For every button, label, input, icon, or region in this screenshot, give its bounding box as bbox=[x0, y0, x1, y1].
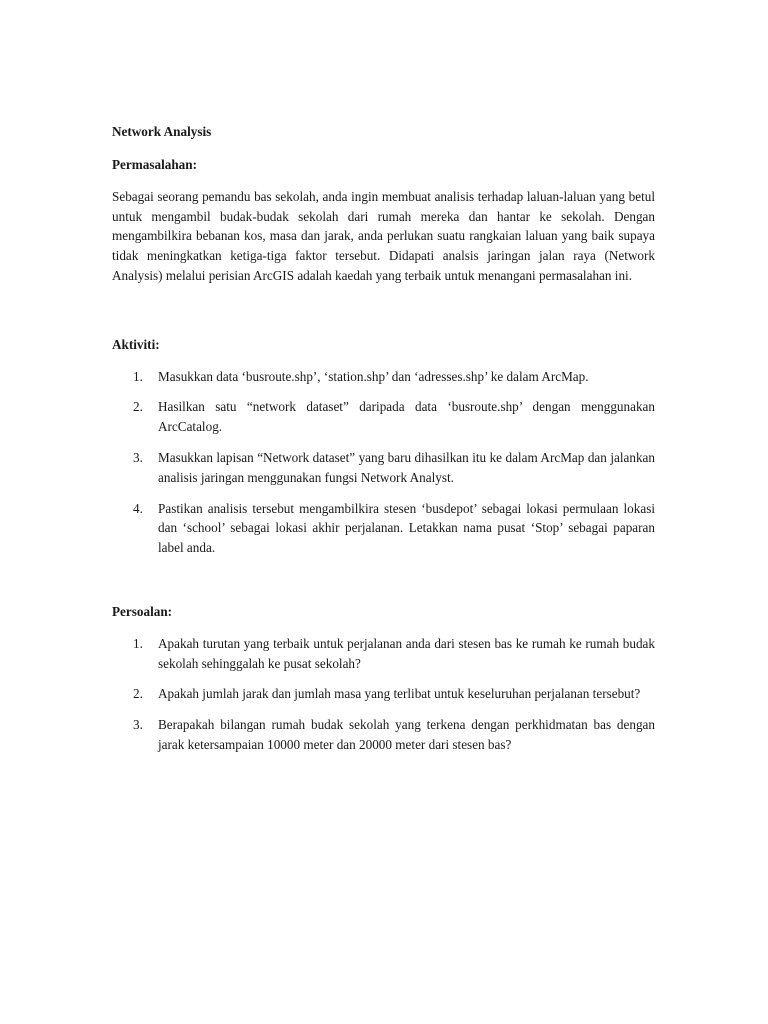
activity-item bbox=[112, 448, 655, 488]
activity-item-text: Masukkan data ‘busroute.shp’, ‘station.shp’ dan ‘adresses.shp’ ke dalam ArcMap. bbox=[158, 368, 589, 384]
question-item bbox=[112, 684, 655, 704]
activity-item-text: Pastikan analisis tersebut mengambilkira stesen ‘busdepot’ sebagai lokasi permulaan lokasi dan ‘school’ sebagai lokasi akhir perjalanan. Letakkan nama pusat ‘Stop’ sebagai paparan label anda. bbox=[158, 500, 655, 556]
problem-heading: Permasalahan: bbox=[112, 157, 197, 172]
activity-item-number: 3. bbox=[133, 449, 143, 465]
question-item-text: Apakah turutan yang terbaik untuk perjalanan anda dari stesen bas ke rumah ke rumah budak sekolah sehinggalah ke pusat sekolah? bbox=[158, 635, 655, 671]
question-item-number: 3. bbox=[133, 717, 143, 733]
activity-item bbox=[112, 499, 655, 558]
activity-item bbox=[112, 397, 655, 437]
question-item-text: Apakah jumlah jarak dan jumlah masa yang terlibat untuk keseluruhan perjalanan tersebut? bbox=[158, 686, 641, 702]
activity-item-number: 2. bbox=[133, 399, 143, 415]
questions-list bbox=[112, 634, 655, 755]
question-item-text: Berapakah bilangan rumah budak sekolah yang terkena dengan perkhidmatan bas dengan jarak ketersampaian 10000 meter dan 20000 meter dari stesen bas? bbox=[158, 717, 655, 752]
question-item bbox=[112, 715, 655, 755]
activity-item-text: Hasilkan satu “network dataset” daripada data ‘busroute.shp’ dengan menggunakan ArcCatalog. bbox=[158, 399, 655, 435]
question-item bbox=[112, 634, 655, 674]
question-item-number: 2. bbox=[133, 686, 143, 702]
activity-heading: Aktiviti: bbox=[112, 336, 160, 352]
activity-item-text: Masukkan lapisan “Network dataset” yang baru dihasilkan itu ke dalam ArcMap dan jalankan analisis jaringan menggunakan fungsi Network Analyst. bbox=[158, 449, 655, 485]
questions-heading: Persoalan: bbox=[112, 603, 173, 619]
activity-item-number: 4. bbox=[133, 500, 143, 516]
document-title: Network Analysis bbox=[112, 124, 212, 139]
question-item-number: 1. bbox=[133, 635, 143, 651]
problem-paragraph: Sebagai seorang pemandu bas sekolah, anda ingin membuat analisis terhadap laluan-laluan yang betul untuk mengambil budak-budak sekolah dari rumah mereka dan hantar ke sekolah. Dengan mengambilkira bebanan kos, masa dan jarak, anda perlukan suatu rangkaian laluan yang baik supaya tidak meningkatkan ketiga-tiga faktor tersebut. Didapati analsis jaringan jalan raya (Network Analysis) melalui perisian ArcGIS adalah kaedah yang terbaik untuk menangani permasalahan ini. bbox=[112, 188, 655, 283]
activity-item bbox=[112, 367, 655, 387]
activity-item-number: 1. bbox=[133, 368, 143, 384]
activity-list bbox=[112, 367, 655, 558]
document-page bbox=[112, 122, 655, 755]
